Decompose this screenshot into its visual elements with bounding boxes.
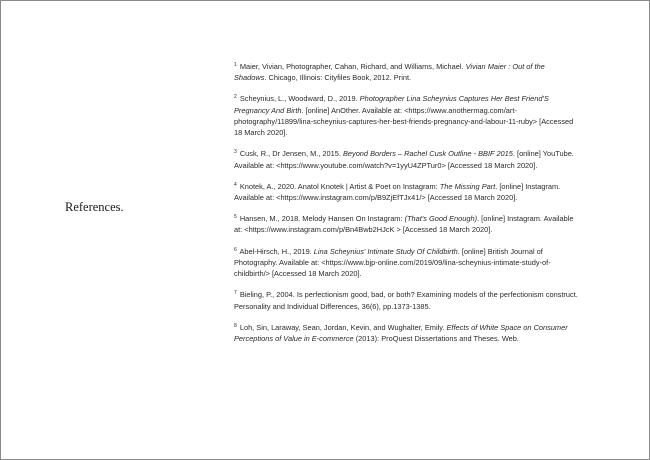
reference-number: 8	[234, 322, 237, 329]
reference-title: Effects of White Space on Consumer Perceptions of Value in E-commerce	[234, 322, 568, 343]
reference-text: . Chicago, Illinois: Cityfiles Book, 2012. Print.	[264, 73, 412, 83]
reference-text: Maier, Vivian, Photographer, Cahan, Richard, and Williams, Michael.	[239, 62, 466, 71]
reference-text: Scheynius, L., Woodward, D., 2019.	[239, 94, 360, 104]
reference-item	[234, 181, 579, 204]
reference-text: . [online] British Journal of Photography. Available at: <https://www.bjp-online.com/2019/09/lina-scheynius-intimate-study-of-childbirth/> [Accessed 18 March 2020].	[234, 246, 551, 279]
reference-text: . [online] Instagram. Available at: <https://www.instagram.com/p/Bn4Bwb2HJcK > [Accessed 18 March 2020].	[234, 214, 574, 235]
reference-item	[234, 61, 579, 84]
reference-text: Cusk, R., Dr Jensen, M., 2015.	[239, 149, 343, 159]
reference-number: 6	[234, 246, 237, 253]
reference-number: 1	[234, 62, 237, 68]
reference-number: 2	[234, 94, 237, 101]
reference-item	[234, 93, 579, 138]
references-list	[234, 61, 579, 354]
reference-number: 7	[234, 290, 237, 297]
reference-text: . [online] YouTube. Available at: <https://www.youtube.com/watch?v=1yyU4ZPTur0> [Accessed 18 March 2020].	[234, 149, 574, 170]
reference-text: . [online] AnOther. Available at: <https://www.anothermag.com/art-photography/11899/lina-scheynius-captures-her-best-friends-pregnancy-and-labour-11-ruby> [Accessed 18 March 2020].	[234, 105, 574, 138]
reference-number: 4	[234, 181, 237, 188]
reference-text: . [online] Instagram. Available at: <https://www.instagram.com/p/B9ZjEfTJx41/> [Accessed 18 March 2020].	[234, 181, 561, 203]
reference-text: Hansen, M., 2018. Melody Hansen On Instagram:	[239, 214, 405, 224]
reference-title: The Missing Part	[439, 181, 496, 191]
reference-item	[234, 289, 579, 312]
reference-title: Vivian Maier : Out of the Shadows	[234, 62, 545, 83]
reference-title: Beyond Borders – Rachel Cusk Outline - BBIF 2015	[342, 149, 513, 159]
reference-number: 3	[234, 149, 237, 156]
reference-text: Knotek, A., 2020. Anatol Knotek | Artist & Poet on Instagram:	[239, 181, 440, 191]
reference-item	[234, 246, 579, 280]
reference-item	[234, 148, 579, 171]
reference-text: Abel-Hirsch, H., 2019.	[239, 246, 314, 256]
reference-item	[234, 322, 579, 345]
reference-item	[234, 213, 579, 236]
reference-title: Lina Scheynius' Intimate Study Of Childbirth	[313, 246, 458, 256]
reference-title: (That's Good Enough)	[404, 214, 478, 224]
reference-title: Photographer Lina Scheynius Captures Her Best Friend'S Pregnancy And Birth	[234, 94, 549, 115]
reference-text: Loh, Sin, Laraway, Sean, Jordan, Kevin, and Wughalter, Emily.	[239, 322, 447, 332]
reference-text: Bieling, P., 2004. Is perfectionism good, bad, or both? Examining models of the perfectionism construct. Personality and Individual Differences, 36(6), pp.1373-1385.	[234, 290, 578, 311]
references-heading: References.	[65, 200, 124, 214]
reference-text: (2013): ProQuest Dissertations and Theses. Web.	[353, 333, 519, 343]
reference-number: 5	[234, 214, 237, 221]
